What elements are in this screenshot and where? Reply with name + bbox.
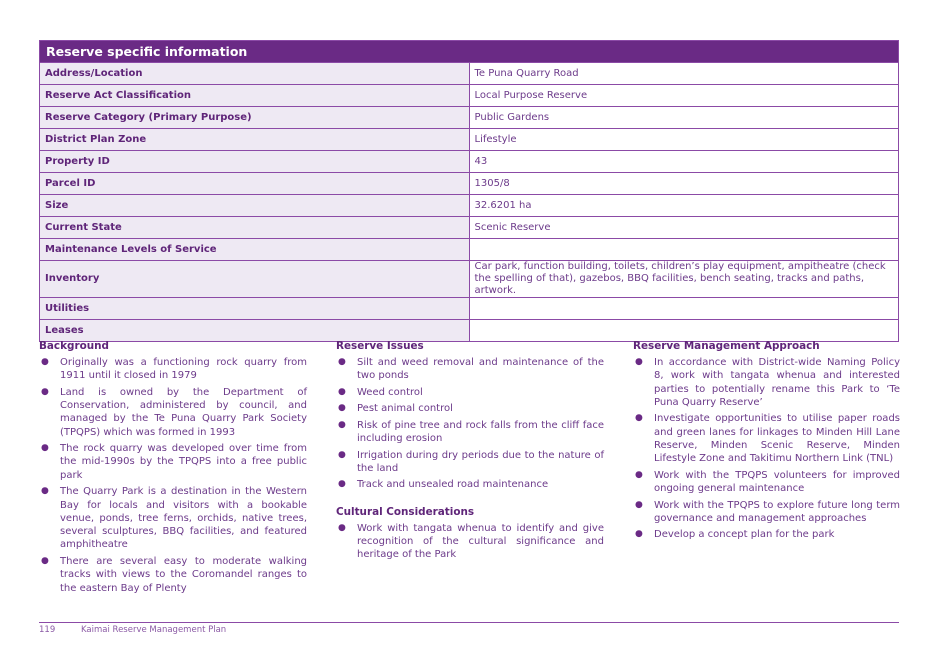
row-value: 32.6201 ha [469,195,899,217]
approach-section [633,340,900,545]
footer-divider [39,622,899,623]
table-row [40,173,899,195]
section-heading: Cultural Considerations [336,505,475,518]
bullet-list [336,522,604,562]
row-value: Te Puna Quarry Road [469,63,899,85]
list-item: ● Work with the TPQPS volunteers for improved ongoing general maintenance [635,469,900,495]
row-label: Inventory [40,261,470,298]
list-item: ● Investigate opportunities to utilise paper roads and green lanes for linkages to Minden Hill Lane Reserve, Minden Scenic Reserve, Minden Lifestyle Zone and Takitimu Northern Link (TNL) [635,413,900,465]
row-label: Reserve Act Classification [40,85,470,107]
row-label: Address/Location [40,63,470,85]
list-item: ● Weed control [338,386,423,398]
bullet-icon: ● [338,357,346,367]
row-value: Scenic Reserve [469,217,899,239]
list-item: ● Originally was a functioning rock quarry from 1911 until it closed in 1979 [41,357,307,382]
row-value: Lifestyle [469,129,899,151]
bullet-icon: ● [41,443,49,454]
bullet-icon: ● [635,357,643,367]
list-item: ● Work with the TPQPS to explore future long term governance and management approaches [635,499,900,524]
bullet-icon: ● [41,555,49,566]
row-label: District Plan Zone [40,129,470,151]
bullet-icon: ● [338,522,346,533]
bullet-icon: ● [338,419,346,430]
issues-section [336,340,604,565]
table-row [40,298,899,320]
footer-title: Kaimai Reserve Management Plan [81,625,227,635]
row-value: Car park, function building, toilets, children’s play equipment, ampitheatre (check the spelling of that), gazebos, BBQ facilities, bench seating, tracks and paths, artwork. [469,261,899,298]
bullet-list [633,356,900,542]
section-heading: Reserve Issues [336,340,424,352]
row-label: Property ID [40,151,470,173]
list-item: ● Land is owned by the Department of Conservation, administered by council, and managed by the Te Puna Quarry Park Society (TPQPS) which was formed in 1993 [41,386,307,438]
bullet-icon: ● [338,479,346,490]
row-value [469,298,899,320]
table-row [40,195,899,217]
row-value: 43 [469,151,899,173]
list-item: ● Risk of pine tree and rock falls from the cliff face including erosion [338,419,604,445]
bullet-icon: ● [635,529,643,540]
list-item: ● Develop a concept plan for the park [635,529,835,541]
list-item: ● Silt and weed removal and maintenance of the two ponds [338,357,604,382]
table-row [40,217,899,239]
page-footer [39,625,226,635]
bullet-list [39,356,307,595]
bullet-icon: ● [635,499,643,510]
list-item: ● Irrigation during dry periods due to the nature of the land [338,449,604,474]
table-row [40,151,899,173]
bullet-icon: ● [338,403,346,414]
bullet-icon: ● [41,386,49,397]
table-header: Reserve specific information [40,41,899,63]
list-item: ● There are several easy to moderate walking tracks with views to the Coromandel ranges to the eastern Bay of Plenty [41,555,307,594]
row-value: Local Purpose Reserve [469,85,899,107]
list-item: ● Work with tangata whenua to identify and give recognition of the cultural significance and heritage of the Park [338,522,604,561]
row-value: Public Gardens [469,107,899,129]
row-label: Leases [40,320,470,342]
section-heading: Background [39,340,109,352]
list-item: ● The Quarry Park is a destination in the Western Bay for locals and visitors with a bookable venue, ponds, tree ferns, orchids, native trees, several sculptures, BBQ facilities, and featured amphitheatre [41,486,307,551]
row-value [469,320,899,342]
row-value: 1305/8 [469,173,899,195]
bullet-icon: ● [635,413,643,424]
row-label: Current State [40,217,470,239]
row-value [469,239,899,261]
table-row [40,239,899,261]
list-item: ● Pest animal control [338,403,453,415]
row-label: Size [40,195,470,217]
bullet-icon: ● [41,486,49,497]
row-label: Reserve Category (Primary Purpose) [40,107,470,129]
bullet-icon: ● [635,469,643,480]
page-number: 119 [39,625,56,635]
table-row [40,129,899,151]
section-heading: Reserve Management Approach [633,340,820,352]
bullet-list [336,356,604,492]
list-item: ● In accordance with District-wide Naming Policy 8, work with tangata whenua and interested parties to potentially rename this Park to ‘Te Puna Quarry Reserve’ [635,357,900,408]
table-row [40,107,899,129]
row-label: Parcel ID [40,173,470,195]
reserve-info-table [39,40,899,342]
table-row [40,261,899,298]
table-row [40,63,899,85]
list-item: ● Track and unsealed road maintenance [338,479,549,491]
bullet-icon: ● [338,386,346,397]
list-item: ● The rock quarry was developed over time from the mid-1990s by the TPQPS into a free public park [41,443,307,481]
table-row [40,85,899,107]
table-row [40,320,899,342]
row-label: Maintenance Levels of Service [40,239,470,261]
row-label: Utilities [40,298,470,320]
bullet-icon: ● [41,357,49,367]
bullet-icon: ● [338,449,346,460]
background-section [39,340,307,598]
